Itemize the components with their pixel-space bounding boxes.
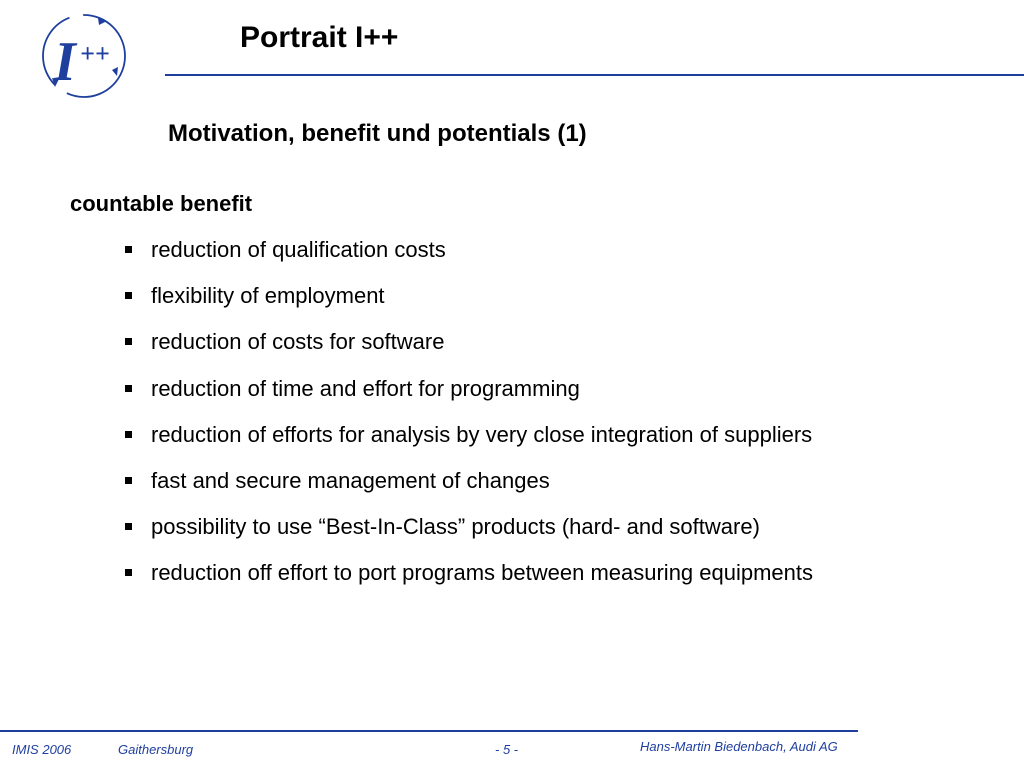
slide-title: Portrait I++ — [240, 21, 399, 54]
square-bullet-icon — [125, 477, 132, 484]
list-item-text: fast and secure management of changes — [151, 467, 550, 493]
list-item-text: reduction off effort to port programs between measuring equipments — [151, 560, 814, 586]
list-item-text: flexibility of employment — [151, 283, 385, 309]
list-item-text: reduction of efforts for analysis by very close integration of suppliers — [151, 421, 813, 447]
list-item-text: reduction of time and effort for programming — [151, 375, 580, 401]
footer-event: IMIS 2006 — [12, 742, 72, 757]
square-bullet-icon — [125, 523, 132, 530]
square-bullet-icon — [125, 431, 132, 438]
square-bullet-icon — [125, 338, 132, 345]
section-heading: countable benefit — [70, 191, 253, 216]
svg-text:I: I — [54, 31, 76, 93]
svg-text:++: ++ — [80, 39, 110, 68]
list-item-text: reduction of costs for software — [151, 329, 445, 355]
title-divider — [165, 74, 1024, 76]
list-item-text: reduction of qualification costs — [151, 237, 446, 262]
footer-divider — [0, 730, 858, 732]
footer-location: Gaithersburg — [118, 742, 194, 757]
page-number: - 5 - — [495, 742, 519, 757]
slide-subtitle: Motivation, benefit und potentials (1) — [168, 120, 587, 147]
square-bullet-icon — [125, 292, 132, 299]
square-bullet-icon — [125, 569, 132, 576]
footer-author: Hans-Martin Biedenbach, Audi AG — [640, 739, 838, 754]
i-plus-plus-logo — [40, 12, 128, 100]
list-item-text: possibility to use “Best-In-Class” products (hard- and software) — [151, 514, 760, 540]
square-bullet-icon — [125, 246, 132, 253]
square-bullet-icon — [125, 385, 132, 392]
